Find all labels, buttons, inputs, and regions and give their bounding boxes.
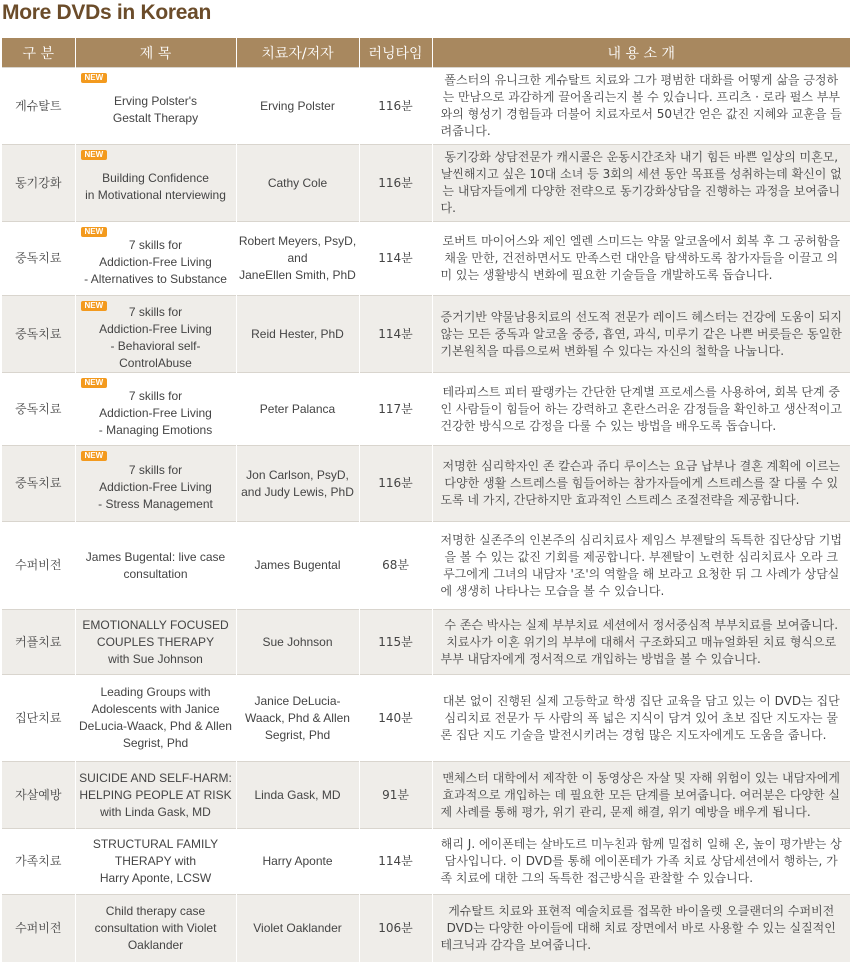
title-cell (75, 296, 236, 373)
runtime-cell: 114분 (359, 296, 432, 373)
author-cell: Janice DeLucia- Waack, Phd & Allen Segrist, Phd (236, 675, 359, 762)
table-row (2, 610, 850, 675)
title-text: EMOTIONALLY FOCUSED COUPLES THERAPY with Sue Johnson (82, 617, 229, 666)
table-row (2, 222, 850, 296)
title-cell (75, 373, 236, 446)
table-row (2, 675, 850, 762)
category-cell: 집단치료 (2, 675, 75, 762)
category-cell: 수퍼비전 (2, 895, 75, 962)
column-header-author: 치료자/저자 (236, 38, 359, 68)
new-badge: NEW (81, 301, 108, 311)
author-cell: Harry Aponte (236, 829, 359, 895)
title-cell (75, 895, 236, 962)
description-cell: 증거기반 약물남용치료의 선도적 전문가 레이드 헤스터는 건강에 도움이 되지 않는 모든 중독과 알코올 중증, 흡연, 과식, 미루기 같은 나쁜 버릇들은 동일한 기본원칙을 따름으로써 변화될 수 있다는 자신의 철학을 나눕니다. (432, 296, 850, 373)
description-cell: 로버트 마이어스와 제인 엘렌 스미드는 약물 알코올에서 회복 후 그 공허함을 채울 만한, 건전하면서도 만족스런 대안을 탐색하도록 참가자들을 이끌고 의미 있는 생활방식 변화에 필요한 기술들을 개발하도록 돕습니다. (432, 222, 850, 296)
runtime-cell: 68분 (359, 522, 432, 610)
author-cell: James Bugental (236, 522, 359, 610)
description-cell: 게슈탈트 치료와 표현적 예술치료를 접목한 바이올렛 오클랜더의 수퍼비전 DVD는 다양한 아이들에 대해 치료 장면에서 바로 사용할 수 있는 실질적인 테크닉과 감각을 보여줍니다. (432, 895, 850, 962)
category-cell: 중독치료 (2, 296, 75, 373)
category-cell: 자살예방 (2, 762, 75, 829)
title-cell (75, 675, 236, 762)
description-cell: 저명한 실존주의 인본주의 심리치료사 제임스 부젠탈의 독특한 집단상담 기법을 볼 수 있는 값진 기회를 제공합니다. 부젠탈이 노련한 심리치료사 오라 크루그에게 그녀의 내담자 '조'의 역할을 해 보라고 요청한 뒤 그 사례가 상담실에 생생히 나타나는 모습을 볼 수 있습니다. (432, 522, 850, 610)
new-badge: NEW (81, 451, 108, 461)
title-cell (75, 222, 236, 296)
table-row (2, 296, 850, 373)
description-cell: 저명한 심리학자인 존 칼슨과 쥬디 루이스는 요금 납부나 결혼 계획에 이르는 다양한 생활 스트레스를 힘들어하는 참가자들에게 스트레스를 잘 다룰 수 있도록 네 가지, 간단하지만 효과적인 스트레스 조절전략을 제공합니다. (432, 446, 850, 522)
author-cell: Robert Meyers, PsyD, and JaneEllen Smith, PhD (236, 222, 359, 296)
category-cell: 중독치료 (2, 373, 75, 446)
runtime-cell: 114분 (359, 222, 432, 296)
title-cell (75, 446, 236, 522)
title-text: SUICIDE AND SELF-HARM: HELPING PEOPLE AT RISK with Linda Gask, MD (79, 770, 232, 819)
new-badge: NEW (81, 73, 108, 83)
category-cell: 동기강화 (2, 145, 75, 222)
category-cell: 수퍼비전 (2, 522, 75, 610)
table-header-row (2, 38, 850, 68)
runtime-cell: 140분 (359, 675, 432, 762)
author-cell: Erving Polster (236, 68, 359, 145)
description-cell: 맨체스터 대학에서 제작한 이 동영상은 자살 및 자해 위험이 있는 내담자에게 효과적으로 개입하는 데 필요한 모든 단계를 보여줍니다. 여러분은 다양한 실제 사례를 통해 평가, 위기 관리, 문제 해결, 위기 예방을 배우게 됩니다. (432, 762, 850, 829)
category-cell: 중독치료 (2, 446, 75, 522)
new-badge: NEW (81, 378, 108, 388)
description-cell: 대본 없이 진행된 실제 고등학교 학생 집단 교육을 담고 있는 이 DVD는 집단심리치료 전문가 두 사람의 폭 넓은 지식이 담겨 있어 초보 집단 지도자는 물론 집단 지도 기술을 발전시키려는 경험 많은 지도자에게도 도움을 줍니다. (432, 675, 850, 762)
title-cell (75, 68, 236, 145)
runtime-cell: 116분 (359, 446, 432, 522)
runtime-cell: 114분 (359, 829, 432, 895)
runtime-cell: 117분 (359, 373, 432, 446)
column-header-runtime: 러닝타임 (359, 38, 432, 68)
author-cell: Jon Carlson, PsyD, and Judy Lewis, PhD (236, 446, 359, 522)
table-row (2, 68, 850, 145)
column-header-category: 구 분 (2, 38, 75, 68)
category-cell: 커플치료 (2, 610, 75, 675)
runtime-cell: 115분 (359, 610, 432, 675)
table-row (2, 145, 850, 222)
description-cell: 동기강화 상담전문가 캐시콜은 운동시간조차 내기 힘든 바쁜 일상의 미혼모, 날씬해지고 싶은 10대 소녀 등 3회의 세션 동안 목표를 성취하는데 확신이 없는 내담자들에게 다양한 전략으로 동기강화상담을 진행하는 과정을 보여줍니다. (432, 145, 850, 222)
title-text: Erving Polster's Gestalt Therapy (112, 94, 199, 125)
title-cell (75, 522, 236, 610)
column-header-description: 내 용 소 개 (432, 38, 850, 68)
author-cell: Peter Palanca (236, 373, 359, 446)
table-row (2, 446, 850, 522)
title-cell (75, 829, 236, 895)
new-badge: NEW (81, 227, 108, 237)
runtime-cell: 91분 (359, 762, 432, 829)
title-text: 7 skills for Addiction-Free Living - Managing Emotions (98, 388, 213, 437)
category-cell: 가족치료 (2, 829, 75, 895)
title-text: James Bugental: live case consultation (85, 549, 226, 581)
author-cell: Violet Oaklander (236, 895, 359, 962)
description-cell: 수 존슨 박사는 실제 부부치료 세션에서 정서중심적 부부치료를 보여줍니다. 치료사가 이혼 위기의 부부에 대해서 구조화되고 매뉴얼화된 치료 형식으로 부부 내담자에게 정서적으로 개입하는 방법을 볼 수 있습니다. (432, 610, 850, 675)
dvd-table (2, 38, 850, 962)
title-text: 7 skills for Addiction-Free Living - Alternatives to Substance (84, 238, 227, 286)
description-cell: 폴스터의 유니크한 게슈탈트 치료와 그가 평범한 대화를 어떻게 삶을 긍정하는 만남으로 과감하게 끌어올리는지 볼 수 있습니다. 프리츠 · 로라 펄스 부부와의 형성기 경험들과 더불어 치료자로서 50년간 얻은 값진 지혜와 교훈을 들려줍니다. (432, 68, 850, 145)
author-cell: Cathy Cole (236, 145, 359, 222)
title-text: 7 skills for Addiction-Free Living - Stress Management (98, 463, 213, 511)
table-row (2, 829, 850, 895)
title-text: 7 skills for Addiction-Free Living - Behavioral self-ControlAbuse (99, 305, 212, 370)
title-text: Building Confidence in Motivational nterviewing (85, 171, 226, 202)
category-cell: 게슈탈트 (2, 68, 75, 145)
author-cell: Sue Johnson (236, 610, 359, 675)
title-cell (75, 762, 236, 829)
runtime-cell: 116분 (359, 68, 432, 145)
description-cell: 해리 J. 에이폰테는 살바도르 미누친과 함께 밀접히 일해 온, 높이 평가받는 상담사입니다. 이 DVD를 통해 에이폰테가 가족 치료 상담세션에서 행하는, 가족 치료에 대한 그의 독특한 접근방식을 관찰할 수 있습니다. (432, 829, 850, 895)
title-cell (75, 610, 236, 675)
runtime-cell: 116분 (359, 145, 432, 222)
title-text: Child therapy case consultation with Violet Oaklander (94, 903, 217, 952)
author-cell: Linda Gask, MD (236, 762, 359, 829)
column-header-title: 제 목 (75, 38, 236, 68)
table-row (2, 522, 850, 610)
new-badge: NEW (81, 150, 108, 160)
description-cell: 테라피스트 피터 팔랭카는 간단한 단계별 프로세스를 사용하여, 회복 단계 중인 사람들이 힘들어 하는 강력하고 혼란스러운 감정들을 확인하고 생산적이고 건강한 방식으로 감정을 다룰 수 있는 방법을 배우도록 돕습니다. (432, 373, 850, 446)
author-cell: Reid Hester, PhD (236, 296, 359, 373)
runtime-cell: 106분 (359, 895, 432, 962)
table-body (2, 68, 850, 962)
table-row (2, 762, 850, 829)
table-row (2, 373, 850, 446)
title-text: Leading Groups with Adolescents with Janice DeLucia-Waack, Phd & Allen Segrist, Phd (79, 685, 232, 750)
title-cell (75, 145, 236, 222)
page-title: More DVDs in Korean (2, 1, 212, 24)
title-text: STRUCTURAL FAMILY THERAPY with Harry Aponte, LCSW (92, 837, 219, 885)
category-cell: 중독치료 (2, 222, 75, 296)
table-row (2, 895, 850, 962)
